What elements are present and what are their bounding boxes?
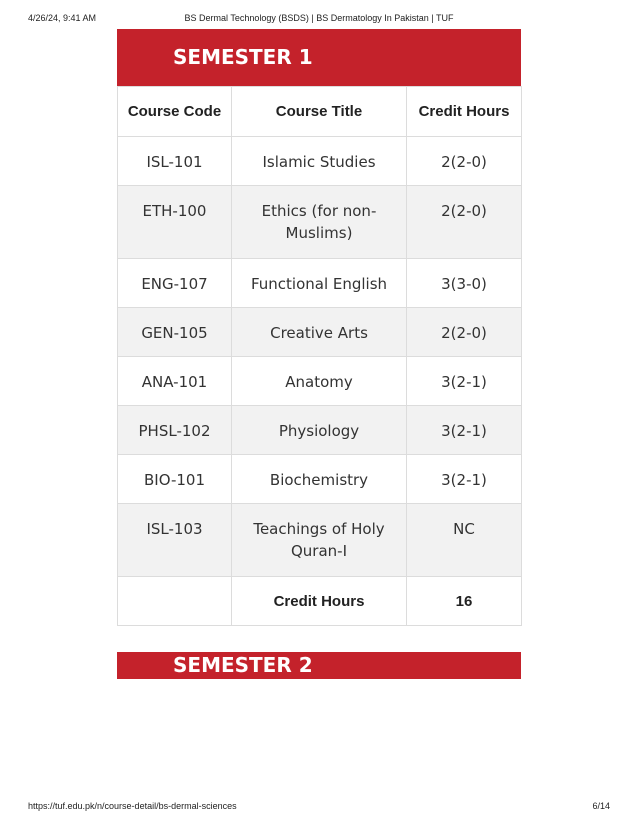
column-header-course-title: Course Title (232, 87, 407, 137)
column-header-course-code: Course Code (118, 87, 232, 137)
semester-1-title: SEMESTER 1 (173, 45, 313, 69)
course-code: ENG-107 (118, 259, 232, 308)
table-header-row (118, 87, 522, 137)
course-title: Creative Arts (232, 308, 407, 357)
table-row (118, 137, 522, 186)
course-title: Biochemistry (232, 455, 407, 504)
print-url: https://tuf.edu.pk/n/course-detail/bs-dermal-sciences (28, 801, 237, 811)
course-credits: 2(2-0) (407, 186, 522, 259)
course-code: ISL-103 (118, 504, 232, 577)
total-row (118, 577, 522, 626)
course-title: Islamic Studies (232, 137, 407, 186)
course-credits: 2(2-0) (407, 308, 522, 357)
course-code: BIO-101 (118, 455, 232, 504)
table-row (118, 357, 522, 406)
semester-1-banner (117, 29, 521, 86)
course-code: PHSL-102 (118, 406, 232, 455)
table-row (118, 406, 522, 455)
course-credits: 2(2-0) (407, 137, 522, 186)
column-header-credit-hours: Credit Hours (407, 87, 522, 137)
semester-2-banner (117, 652, 521, 679)
course-credits: 3(2-1) (407, 455, 522, 504)
table-row (118, 308, 522, 357)
table-row (118, 504, 522, 577)
semester-2-title: SEMESTER 2 (173, 653, 313, 677)
course-code: ETH-100 (118, 186, 232, 259)
table-row (118, 455, 522, 504)
course-title: Teachings of Holy Quran-I (232, 504, 407, 577)
table-row (118, 259, 522, 308)
course-title: Functional English (232, 259, 407, 308)
total-value: 16 (407, 577, 522, 626)
course-title: Ethics (for non-Muslims) (232, 186, 407, 259)
course-code: ISL-101 (118, 137, 232, 186)
total-label: Credit Hours (232, 577, 407, 626)
total-empty-cell (118, 577, 232, 626)
table-row (118, 186, 522, 259)
print-datetime: 4/26/24, 9:41 AM (28, 13, 97, 23)
course-credits: 3(2-1) (407, 357, 522, 406)
course-code: GEN-105 (118, 308, 232, 357)
course-code: ANA-101 (118, 357, 232, 406)
course-credits: 3(3-0) (407, 259, 522, 308)
course-title: Physiology (232, 406, 407, 455)
print-page-number: 6/14 (592, 801, 610, 811)
semester-1-course-table (117, 86, 522, 626)
course-credits: 3(2-1) (407, 406, 522, 455)
print-page-title: BS Dermal Technology (BSDS) | BS Dermatology In Pakistan | TUF (184, 13, 454, 23)
course-title: Anatomy (232, 357, 407, 406)
course-credits: NC (407, 504, 522, 577)
